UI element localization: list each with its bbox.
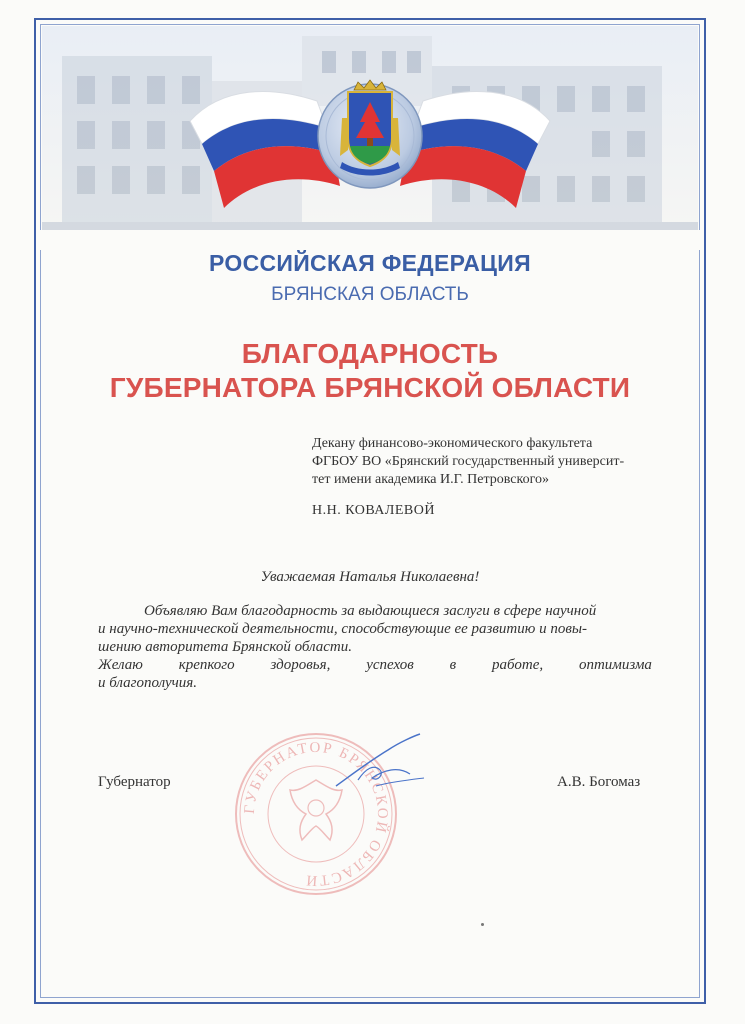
country-heading: РОССИЙСКАЯ ФЕДЕРАЦИЯ bbox=[209, 250, 531, 276]
certificate-title: БЛАГОДАРНОСТЬ bbox=[241, 338, 499, 369]
header-divider bbox=[40, 230, 700, 250]
signatory-role: Губернатор bbox=[98, 774, 171, 790]
salutation: Уважаемая Наталья Николаевна! bbox=[260, 569, 480, 585]
header-illustration bbox=[42, 26, 698, 232]
addressee-line: ФГБОУ ВО «Брянский государственный университ- bbox=[312, 454, 625, 469]
body-line: Объявляю Вам благодарность за выдающиеся заслуги в сфере научной bbox=[144, 603, 597, 619]
certificate-subtitle: ГУБЕРНАТОРА БРЯНСКОЙ ОБЛАСТИ bbox=[109, 372, 631, 403]
body-line: шению авторитета Брянской области. bbox=[98, 639, 353, 655]
body-text bbox=[98, 602, 652, 692]
body-word: здоровья, bbox=[270, 657, 331, 673]
addressee-line: Декану финансово-экономического факультета bbox=[312, 436, 593, 451]
body-word: работе, bbox=[492, 657, 544, 673]
body-line-justified bbox=[98, 656, 652, 674]
seal-text: ГУБЕРНАТОР БРЯНСКОЙ ОБЛАСТИ bbox=[241, 739, 391, 889]
body-word: в bbox=[449, 657, 457, 673]
recipient-name: Н.Н. КОВАЛЕВОЙ bbox=[312, 503, 435, 518]
addressee-line: тет имени академика И.Г. Петровского» bbox=[312, 472, 549, 487]
signatory-name: А.В. Богомаз bbox=[557, 774, 641, 790]
region-heading: БРЯНСКАЯ ОБЛАСТЬ bbox=[271, 284, 469, 305]
body-word: крепкого bbox=[178, 657, 235, 673]
body-line: и научно-технической деятельности, способствующие ее развитию и повы- bbox=[98, 621, 587, 637]
paper-speck bbox=[481, 923, 484, 926]
body-word: успехов bbox=[366, 657, 414, 673]
body-word: оптимизма bbox=[578, 657, 652, 673]
body-line: и благополучия. bbox=[98, 675, 198, 691]
addressee-block bbox=[312, 435, 682, 489]
body-word: Желаю bbox=[98, 657, 143, 673]
